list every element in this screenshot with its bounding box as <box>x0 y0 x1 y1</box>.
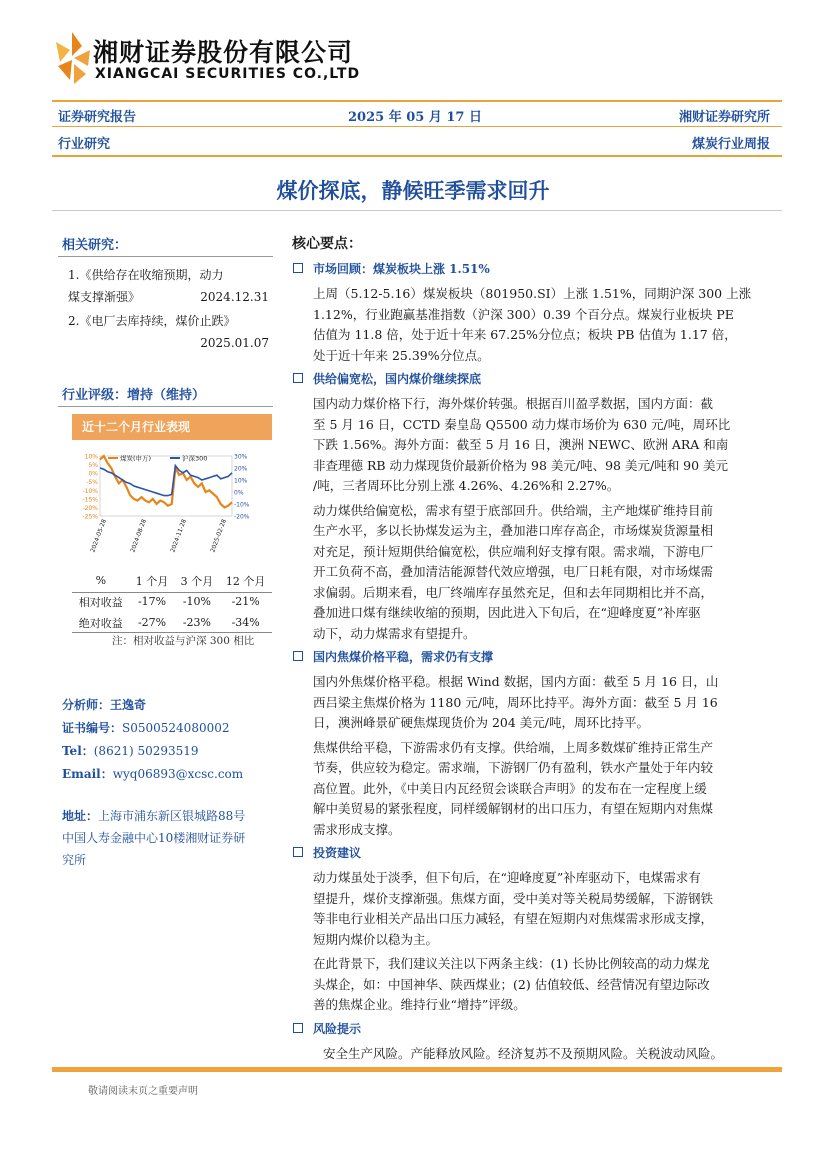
right-tick-label: 20% <box>234 465 248 473</box>
checkbox-square-icon <box>293 373 303 383</box>
paragraph: 焦煤供给平稳，下游需求仍有支撑。供给端，上周多数煤矿维持正常生产 节奏，供应较为稳定。需求端，下游钢厂仍有盈利，铁水产量处于年内较 高位置。此外，《中美日内瓦经贸会谈联合声明》的发布在一定程度上缓 解中美贸易的紧张程度，同样缓解钢材的出口压力，有望在短期内对焦煤 需求形成支撑。 <box>313 739 714 837</box>
right-tick-label: -20% <box>234 513 250 521</box>
plot-frame <box>100 456 232 516</box>
company-name-en: XIANGCAI SECURITIES CO.,LTD <box>95 66 361 82</box>
related-research-label: 相关研究： <box>62 238 128 253</box>
address: 地址：上海市浦东新区银城路88号 中国人寿金融中心10楼湘财证券研 究所 <box>62 809 246 867</box>
left-tick-label: -10% <box>82 487 98 495</box>
right-tick-label: 30% <box>234 453 248 461</box>
paragraph: 国内动力煤价格下行，海外煤价转强。根据百川盈孚数据，国内方面：截 至 5 月 16 日，CCTD 秦皇岛 Q5500 动力煤市场价为 630 元/吨，周环比 下跌 1.56%。海外方面：截至 5 月 16 日，澳洲 NEWC、欧洲 ARA 和南 非查理德 RB 动力煤现货价最新价格为 98 美元/吨、98 美元/吨和 90 美元 /吨，三者周环比分别上涨 4.26%、4.26%和 2.27%。 <box>313 396 731 493</box>
core-points-label: 核心要点： <box>292 236 362 252</box>
left-tick-label: 10% <box>84 453 98 461</box>
paragraph: 国内外焦煤价格平稳。根据 Wind 数据，国内方面：截至 5 月 16 日，山 西吕梁主焦煤价格为 1180 元/吨，周环比持平。海外方面：截至 5 月 16 日，澳洲峰景矿硬焦煤现货价为 204 美元/吨，周环比持平。 <box>313 674 719 730</box>
performance-header: 近十二个月行业表现 <box>72 414 272 440</box>
analyst-tel: (8621) 50293519 <box>93 744 199 758</box>
checkbox-square-icon <box>293 847 303 857</box>
performance-note: 注：相对收益与沪深 300 相比 <box>112 635 255 647</box>
paragraph: 动力煤供给偏宽松，需求有望于底部回升。供给端，主产地煤矿维持目前 生产水平，多以长协煤发运为主，叠加港口库存高企，市场煤炭货源量相 对充足，预计短期供给偏宽松，供应端利好支撑有限。需求端，下游电厂 开工负荷不高，叠加清洁能源替代效应增强，电厂日耗有限，对市场煤需 求偏弱。后期来看，电厂终端库存虽然充足，但和去年同期相比并不高， 叠加进口煤有继续收缩的预期，因此进入下旬后，在“迎峰度夏”补库驱 动下，动力煤需求有望提升。 <box>313 502 714 641</box>
performance-table <box>72 570 272 633</box>
section-heading-coking-coal: 国内焦煤价格平稳，需求仍有支撑 <box>293 648 768 672</box>
left-tick-label: -20% <box>82 504 98 512</box>
report-type: 证券研究报告 <box>58 110 137 125</box>
industry-rating: 行业评级：增持（维持） <box>62 388 206 403</box>
company-name-cn: 湘财证券股份有限公司 <box>93 38 354 67</box>
left-tick-label: -25% <box>82 513 98 521</box>
paragraph: 上周（5.12-5.16）煤炭板块（801950.SI）上涨 1.51%，同期沪深 300 上涨 1.12%，行业跑赢基准指数（沪深 300）0.39 个百分点。煤炭行业板块 PE 估值为 11.8 倍，处于近十年来 67.25%分位点；板块 PB 估值为 1.17 倍， 处于近十年来 25.39%分位点。 <box>313 286 752 363</box>
left-tick-label: 0% <box>88 470 98 478</box>
paragraph: 在此背景下，我们建议关注以下两条主线：(1) 长协比例较高的动力煤龙 头煤企，如：中国神华、陕西煤业；(2) 估值较低、经营情况有望边际改 善的焦煤企业。维持行业“增持”评级。 <box>313 956 710 1012</box>
legend-label: 沪深300 <box>182 454 208 463</box>
report-date: 2025 年 05 月 17 日 <box>348 110 482 125</box>
x-tick-label: 2024-08-28 <box>129 518 148 554</box>
x-tick-label: 2024-11-28 <box>169 518 188 554</box>
checkbox-square-icon <box>293 1023 303 1033</box>
checkbox-square-icon <box>293 263 303 273</box>
x-tick-label: 2024-05-28 <box>89 518 108 554</box>
header-top-rule <box>52 100 782 102</box>
table-rule <box>72 592 272 593</box>
x-tick-label: 2025-02-28 <box>209 518 228 554</box>
right-tick-label: 10% <box>234 477 248 485</box>
analyst-cert: S0500524080002 <box>122 721 230 735</box>
related-item[interactable]: 2.《电厂去库持续，煤价止跌》 2025.01.07 <box>68 314 269 350</box>
section-heading-market-review: 市场回顾：煤炭板块上涨 1.51% <box>293 260 768 284</box>
core-points <box>293 260 768 1064</box>
header-bottom-rule <box>52 155 782 157</box>
series-line-coal <box>100 456 232 507</box>
company-logo-icon <box>52 30 92 86</box>
right-tick-label: 0% <box>234 489 244 497</box>
report-series: 煤炭行业周报 <box>691 137 770 152</box>
performance-chart <box>72 448 272 574</box>
footer-bar <box>52 1067 782 1072</box>
section-heading-supply: 供给偏宽松，国内煤价继续探底 <box>293 370 768 394</box>
left-tick-label: -15% <box>82 496 98 504</box>
section-heading-investment: 投资建议 <box>293 844 768 868</box>
paragraph: 安全生产风险。产能释放风险。经济复苏不及预期风险。关税波动风险。 <box>323 1045 724 1061</box>
paragraph: 动力煤虽处于淡季，但下旬后，在“迎峰度夏”补库驱动下，电煤需求有 望提升，煤价支撑渐强。焦煤方面，受中美对等关税局势缓解，下游钢铁 等非电行业相关产品出口压力减轻，有望在短期内对焦煤需求形成支撑， 短期内煤价以稳为主。 <box>313 870 714 947</box>
legend-label: 煤炭(申万) <box>120 454 152 463</box>
footer-disclaimer: 敬请阅读末页之重要声明 <box>88 1086 198 1097</box>
analyst-info: 分析师：王逸奇 证书编号：S0500524080002 Tel：(8621) 50293519 Email：wyq06893@xcsc.com <box>62 698 244 781</box>
related-rule <box>58 256 273 257</box>
report-category: 行业研究 <box>58 137 111 152</box>
table-row: 相对收益 -17% -10% -21% <box>78 595 260 609</box>
section-heading-risk: 风险提示 <box>293 1020 768 1044</box>
left-tick-label: -5% <box>86 479 98 487</box>
analyst-name: 王逸奇 <box>110 698 147 712</box>
analyst-email[interactable]: wyq06893@xcsc.com <box>112 767 244 781</box>
header-mid-rule <box>52 126 782 127</box>
institute-name: 湘财证券研究所 <box>678 110 770 125</box>
related-item[interactable]: 1.《供给存在收缩预期，动力 煤支撑渐强》 2024.12.31 <box>68 268 269 304</box>
page-title: 煤价探底，静候旺季需求回升 <box>276 179 550 203</box>
rating-rule <box>58 406 273 407</box>
table-row: 绝对收益 -27% -23% -34% <box>78 616 260 630</box>
checkbox-square-icon <box>293 651 303 661</box>
title-rule <box>52 210 782 211</box>
left-tick-label: 5% <box>88 462 98 470</box>
series-line-csi300 <box>100 466 232 496</box>
table-header-row: % 1 个月 3 个月 12 个月 <box>95 574 266 588</box>
right-tick-label: -10% <box>234 501 250 509</box>
